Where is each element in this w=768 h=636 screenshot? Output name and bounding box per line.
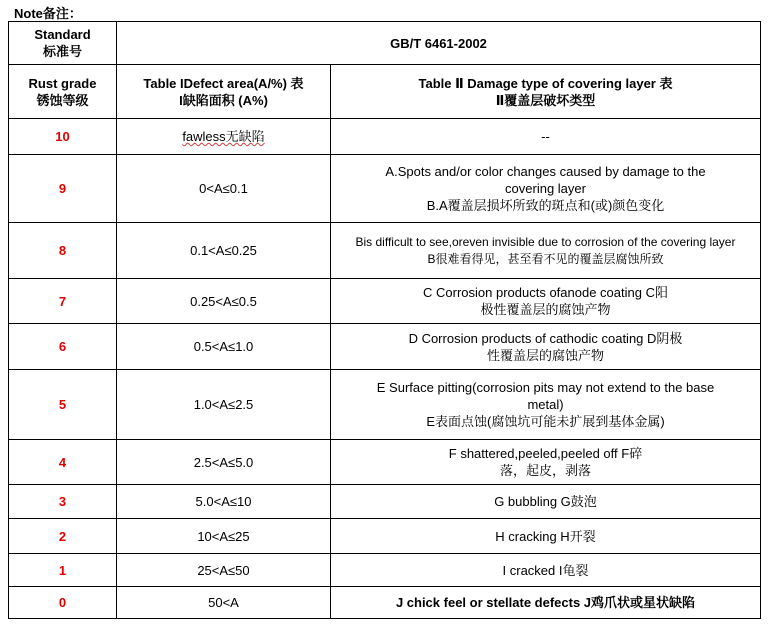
damage-line: F shattered,peeled,peeled off F碎 [448,446,643,461]
grade-cell: 4 [9,440,117,485]
area-cell: 50<A [117,587,331,619]
standard-label-zh: 标准号 [42,44,82,59]
grade-cell: 5 [9,370,117,440]
damage-line: J chick feel or stellate defects J鸡爪状或星状缺陷 [395,595,696,610]
damage-cell [331,370,761,440]
grade-cell: 6 [9,324,117,370]
rust-grade-header [9,65,117,119]
table-row [9,370,761,440]
damage-line: 落，起皮，剥落 [499,463,591,478]
rust-grade-header-zh: 锈蚀等级 [36,92,89,108]
area-text: fawless无缺陷 [182,129,265,144]
area-cell: 0.1<A≤0.25 [117,223,331,279]
damage-line: D Corrosion products of cathodic coating D阴极 [408,330,683,346]
area-cell: 0.5<A≤1.0 [117,324,331,370]
grade-cell: 1 [9,554,117,587]
table-row [9,119,761,155]
table-row [9,324,761,370]
table-row [9,155,761,223]
rust-grade-table [8,21,761,619]
table-row [9,587,761,619]
damage-line: 性覆盖层的腐蚀产物 [486,347,604,363]
table-row [9,519,761,554]
damage-line: I cracked I龟裂 [502,562,589,578]
damage-line: G bubbling G鼓泡 [494,494,597,509]
standard-label-cell [9,22,117,65]
area-cell: 10<A≤25 [117,519,331,554]
defect-area-header [117,65,331,119]
damage-line: metal) [527,397,564,412]
damage-cell [331,485,761,519]
area-cell: 0.25<A≤0.5 [117,279,331,324]
damage-type-header [331,65,761,119]
table-row [9,554,761,587]
table-row [9,440,761,485]
area-cell: 2.5<A≤5.0 [117,440,331,485]
grade-cell: 9 [9,155,117,223]
damage-line: -- [541,129,550,144]
damage-type-header-en: Table Ⅱ Damage type of covering layer 表 [418,75,673,91]
grade-cell: 7 [9,279,117,324]
table-row [9,279,761,324]
area-cell: 1.0<A≤2.5 [117,370,331,440]
damage-line: A.Spots and/or color changes caused by damage to the [385,164,706,179]
standard-label-en: Standard [34,27,91,42]
area-cell: 5.0<A≤10 [117,485,331,519]
grade-cell: 3 [9,485,117,519]
rust-grade-header-en: Rust grade [28,75,97,91]
damage-cell [331,587,761,619]
damage-line: 极性覆盖层的腐蚀产物 [480,302,611,317]
damage-cell [331,440,761,485]
damage-cell [331,554,761,587]
defect-area-header-en: Table IDefect area(A/%) 表 [143,75,304,91]
grade-cell: 10 [9,119,117,155]
area-cell [117,119,331,155]
grade-cell: 0 [9,587,117,619]
damage-cell [331,119,761,155]
damage-cell [331,223,761,279]
damage-cell [331,279,761,324]
damage-line: B很难看得见，甚至看不见的覆盖层腐蚀所致 [427,251,664,266]
damage-type-header-zh: Ⅱ覆盖层破坏类型 [495,92,596,108]
damage-line: E表面点蚀(腐蚀坑可能未扩展到基体金属) [426,414,665,429]
damage-line: covering layer [505,181,586,196]
defect-area-header-zh: I缺陷面积 (A%) [179,92,268,108]
standard-value: GB/T 6461-2002 [117,22,761,65]
grade-cell: 8 [9,223,117,279]
damage-line: C Corrosion products ofanode coating C阳 [423,285,668,300]
damage-line: E Surface pitting(corrosion pits may not extend to the base [376,380,715,395]
table-row [9,223,761,279]
table-row [9,485,761,519]
area-cell: 25<A≤50 [117,554,331,587]
damage-cell [331,519,761,554]
area-cell: 0<A≤0.1 [117,155,331,223]
grade-cell: 2 [9,519,117,554]
damage-line: Bis difficult to see,oreven invisible due to corrosion of the covering layer [355,234,736,249]
note-label: Note备注： [14,6,82,21]
damage-line: B.A覆盖层损坏所致的斑点和(或)颜色变化 [426,198,665,213]
damage-line: H cracking H开裂 [495,528,596,544]
damage-cell [331,155,761,223]
damage-cell [331,324,761,370]
